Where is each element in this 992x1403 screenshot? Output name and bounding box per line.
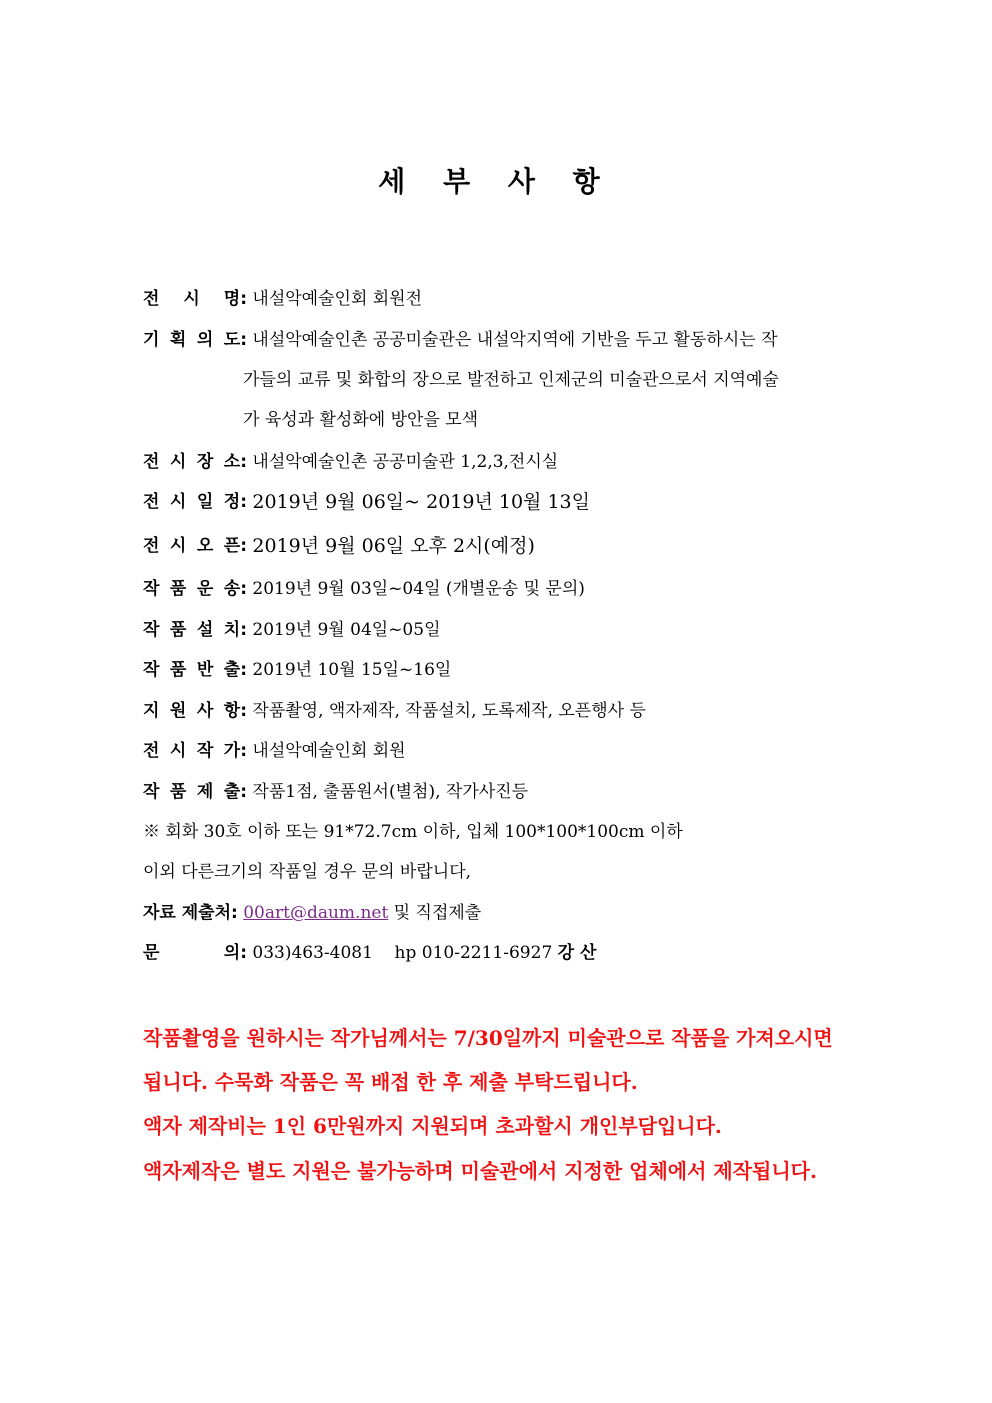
dates-row (143, 490, 853, 514)
planning-line-3: 가 육성과 활성화에 방안을 모색 (243, 410, 479, 430)
venue-label: 전 시 장 소: (143, 452, 247, 472)
submission-label: 작 품 제 출: (143, 782, 247, 802)
install-value: 2019년 9월 04일~05일 (252, 620, 441, 640)
opening-row (143, 534, 853, 558)
notice-line-1: 작품촬영을 원하시는 작가님께서는 7/30일까지 미술관으로 작품을 가져오시면 (143, 1026, 833, 1050)
venue-value: 내설악예술인촌 공공미술관 1,2,3,전시실 (252, 452, 559, 472)
transport-value: 2019년 9월 03일~04일 (개별운송 및 문의) (252, 579, 585, 599)
materials-suffix: 및 직접제출 (388, 903, 482, 923)
artists-label: 전 시 작 가: (143, 741, 247, 761)
planning-line-1: 내설악예술인촌 공공미술관은 내설악지역에 기반을 두고 활동하시는 작 (252, 330, 778, 350)
notice-line-3: 액자 제작비는 1인 6만원까지 지원되며 초과할시 개인부담입니다. (143, 1114, 722, 1138)
planning-line-2: 가들의 교류 및 화합의 장으로 발전하고 인제군의 미술관으로서 지역예술 (243, 370, 779, 390)
venue-row (143, 450, 853, 474)
materials-row (143, 901, 853, 925)
contact-name: 강 산 (557, 943, 597, 963)
page-title: 세 부 사 항 (378, 165, 614, 198)
exhibition-name-row (143, 287, 853, 311)
opening-value: 2019년 9월 06일 오후 2시(예정) (252, 535, 535, 557)
install-row (143, 618, 853, 642)
dates-value: 2019년 9월 06일~ 2019년 10월 13일 (252, 491, 590, 513)
return-row (143, 658, 853, 682)
other-size-note: 이외 다른크기의 작품일 경우 문의 바랍니다, (143, 862, 472, 882)
artists-row (143, 739, 853, 763)
email-link[interactable]: 00art@daum.net (243, 903, 389, 923)
size-note: ※ 회화 30호 이하 또는 91*72.7cm 이하, 입체 100*100*100cm 이하 (143, 822, 683, 842)
submission-value: 작품1점, 출품원서(별첨), 작가사진등 (252, 782, 529, 802)
opening-label: 전 시 오 픈: (143, 536, 247, 556)
notice-line-4: 액자제작은 별도 지원은 불가능하며 미술관에서 지정한 업체에서 제작됩니다. (143, 1159, 817, 1183)
transport-label: 작 품 운 송: (143, 579, 247, 599)
transport-row (143, 577, 853, 601)
support-value: 작품촬영, 액자제작, 작품설치, 도록제작, 오픈행사 등 (252, 701, 646, 721)
exhibition-name-value: 내설악예술인회 회원전 (252, 289, 423, 309)
planning-label: 기 획 의 도: (143, 330, 247, 350)
return-label: 작 품 반 출: (143, 660, 247, 680)
dates-label: 전 시 일 정: (143, 492, 247, 512)
return-value: 2019년 10월 15일~16일 (252, 660, 452, 680)
contact-row (143, 941, 853, 965)
planning-row (143, 328, 853, 352)
artists-value: 내설악예술인회 회원 (252, 741, 406, 761)
contact-phone: 033)463-4081 hp 010-2211-6927 (252, 943, 558, 963)
notice-line-2: 됩니다. 수묵화 작품은 꼭 배접 한 후 제출 부탁드립니다. (143, 1070, 638, 1094)
support-row (143, 699, 853, 723)
contact-label: 문 의: (143, 943, 247, 963)
install-label: 작 품 설 치: (143, 620, 247, 640)
exhibition-name-label: 전 시 명: (143, 289, 247, 309)
submission-row (143, 780, 853, 804)
materials-label: 자료 제출처: (143, 903, 238, 923)
support-label: 지 원 사 항: (143, 701, 247, 721)
